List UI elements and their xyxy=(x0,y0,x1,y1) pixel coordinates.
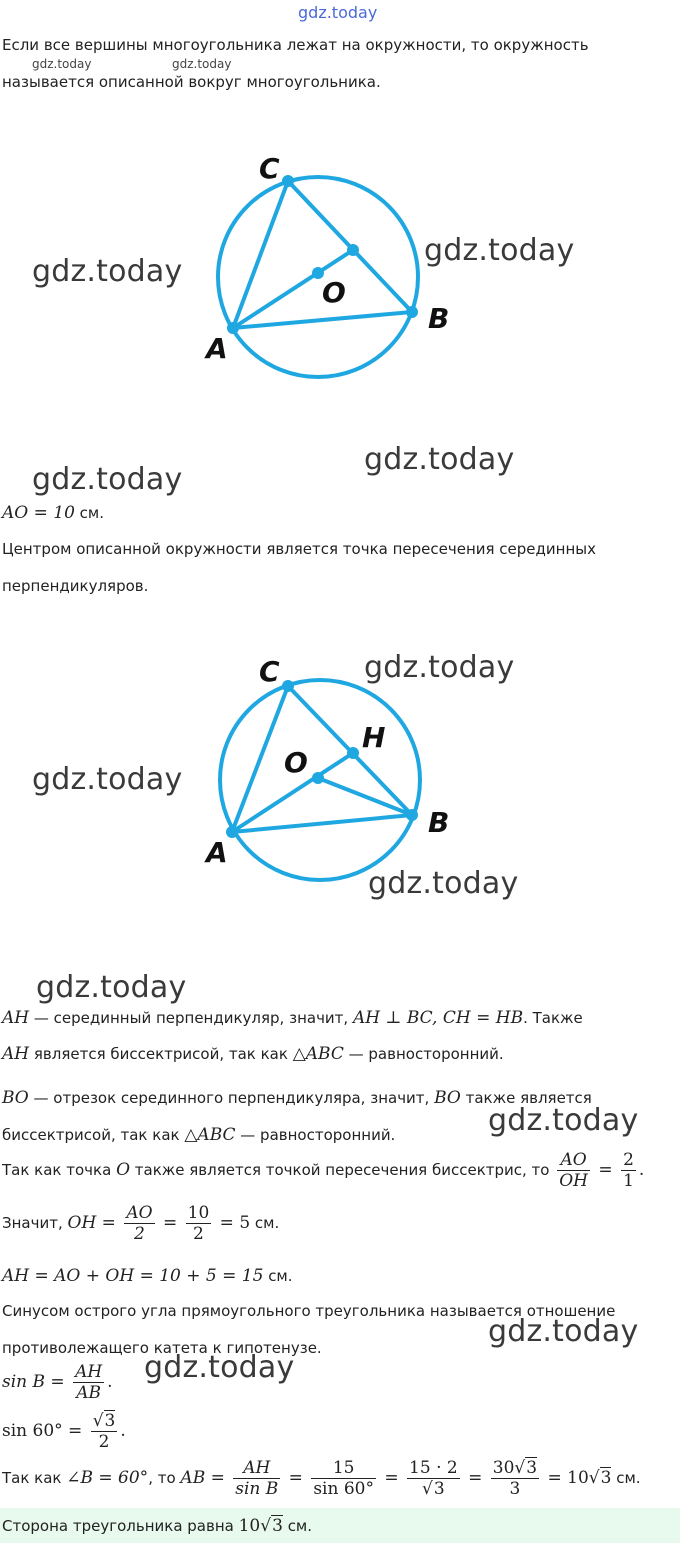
answer-box xyxy=(0,1508,680,1543)
label-o: O xyxy=(322,276,346,309)
side-ab xyxy=(233,312,412,328)
point-b xyxy=(406,306,418,318)
intro-line-1: Если все вершины многоугольника лежат на окружности, то окружность xyxy=(2,36,589,54)
answer-text: Сторона треугольника равна 10√3 см. xyxy=(2,1516,313,1536)
sine-def-line-1: Синусом острого угла прямоугольного треугольника называется отношение xyxy=(2,1302,616,1320)
label-a: A xyxy=(206,836,228,869)
side-ab xyxy=(232,815,412,832)
watermark: gdz.today xyxy=(488,1103,639,1138)
watermark: gdz.today xyxy=(488,1314,639,1349)
watermark: gdz.today xyxy=(32,762,183,797)
given-ao: AO = 10 см. xyxy=(2,503,105,523)
step5-line: AH = AO + OH = 10 + 5 = 15 см. xyxy=(2,1266,293,1286)
watermark: gdz.today xyxy=(364,650,515,685)
segment-ob xyxy=(318,778,412,815)
step2-line-2: биссектрисой, так как △ABC — равносторонний. xyxy=(2,1125,396,1145)
label-o: O xyxy=(284,746,308,779)
label-c: C xyxy=(259,152,280,185)
label-h: H xyxy=(362,721,386,754)
step3-line: Так как точка O также является точкой пересечения биссектрис, то $\frac{AO}{OH}$ = $\frac{2}{1}$ . xyxy=(2,1150,645,1191)
point-b xyxy=(406,809,418,821)
step4-line: Значит, OH = $\frac{AO}{2}$ = $\frac{10}{2}$ = 5 см. xyxy=(2,1203,280,1244)
step1-line-2: AH является биссектрисой, так как △ABC — равносторонний. xyxy=(2,1044,504,1064)
center-text-line-2: перпендикуляров. xyxy=(2,577,149,595)
watermark: gdz.today xyxy=(368,866,519,901)
watermark: gdz.today xyxy=(32,462,183,497)
final-calc-line: Так как ∠B = 60°, то AB = $\frac{AH}{\text{sin B}}$ = $\frac{15}{\sin 60^\circ}$ = $\frac{15 \cdot 2}{√3}$ = $\frac{30√3}{3}$ = 10√3 см. xyxy=(2,1458,641,1499)
watermark: gdz.today xyxy=(32,254,183,289)
watermark: gdz.today xyxy=(36,970,187,1005)
watermark-top: gdz.today xyxy=(298,3,378,22)
sin60-formula: sin 60° = $\frac{√3}{2}$ . xyxy=(2,1411,126,1452)
center-text-line-1: Центром описанной окружности является точка пересечения серединных xyxy=(2,540,596,558)
sine-def-line-2: противолежащего катета к гипотенузе. xyxy=(2,1339,322,1357)
step2-line-1: BO — отрезок серединного перпендикуляра, значит, BO также является xyxy=(2,1088,592,1108)
step1-line-1: AH — серединный перпендикуляр, значит, AH ⊥ BC, CH = HB. Также xyxy=(2,1008,583,1028)
label-b: B xyxy=(428,806,450,839)
label-c: C xyxy=(259,655,280,688)
point-h xyxy=(347,747,359,759)
watermark: gdz.today xyxy=(144,1350,295,1385)
point-a xyxy=(226,826,238,838)
point-midpoint xyxy=(347,244,359,256)
point-c xyxy=(282,175,294,187)
point-a xyxy=(227,322,239,334)
label-a: A xyxy=(206,332,228,365)
point-o xyxy=(312,772,324,784)
label-b: B xyxy=(428,302,450,335)
point-c xyxy=(282,680,294,692)
intro-line-2: называется описанной вокруг многоугольника. xyxy=(2,73,381,91)
watermark: gdz.today xyxy=(364,442,515,477)
sinb-formula: sin B = $\frac{AH}{AB}$ . xyxy=(2,1362,113,1403)
watermark-small-2: gdz.today xyxy=(172,57,232,71)
side-ac xyxy=(233,181,288,328)
watermark: gdz.today xyxy=(424,233,575,268)
side-ac xyxy=(232,686,288,832)
watermark-small-1: gdz.today xyxy=(32,57,92,71)
